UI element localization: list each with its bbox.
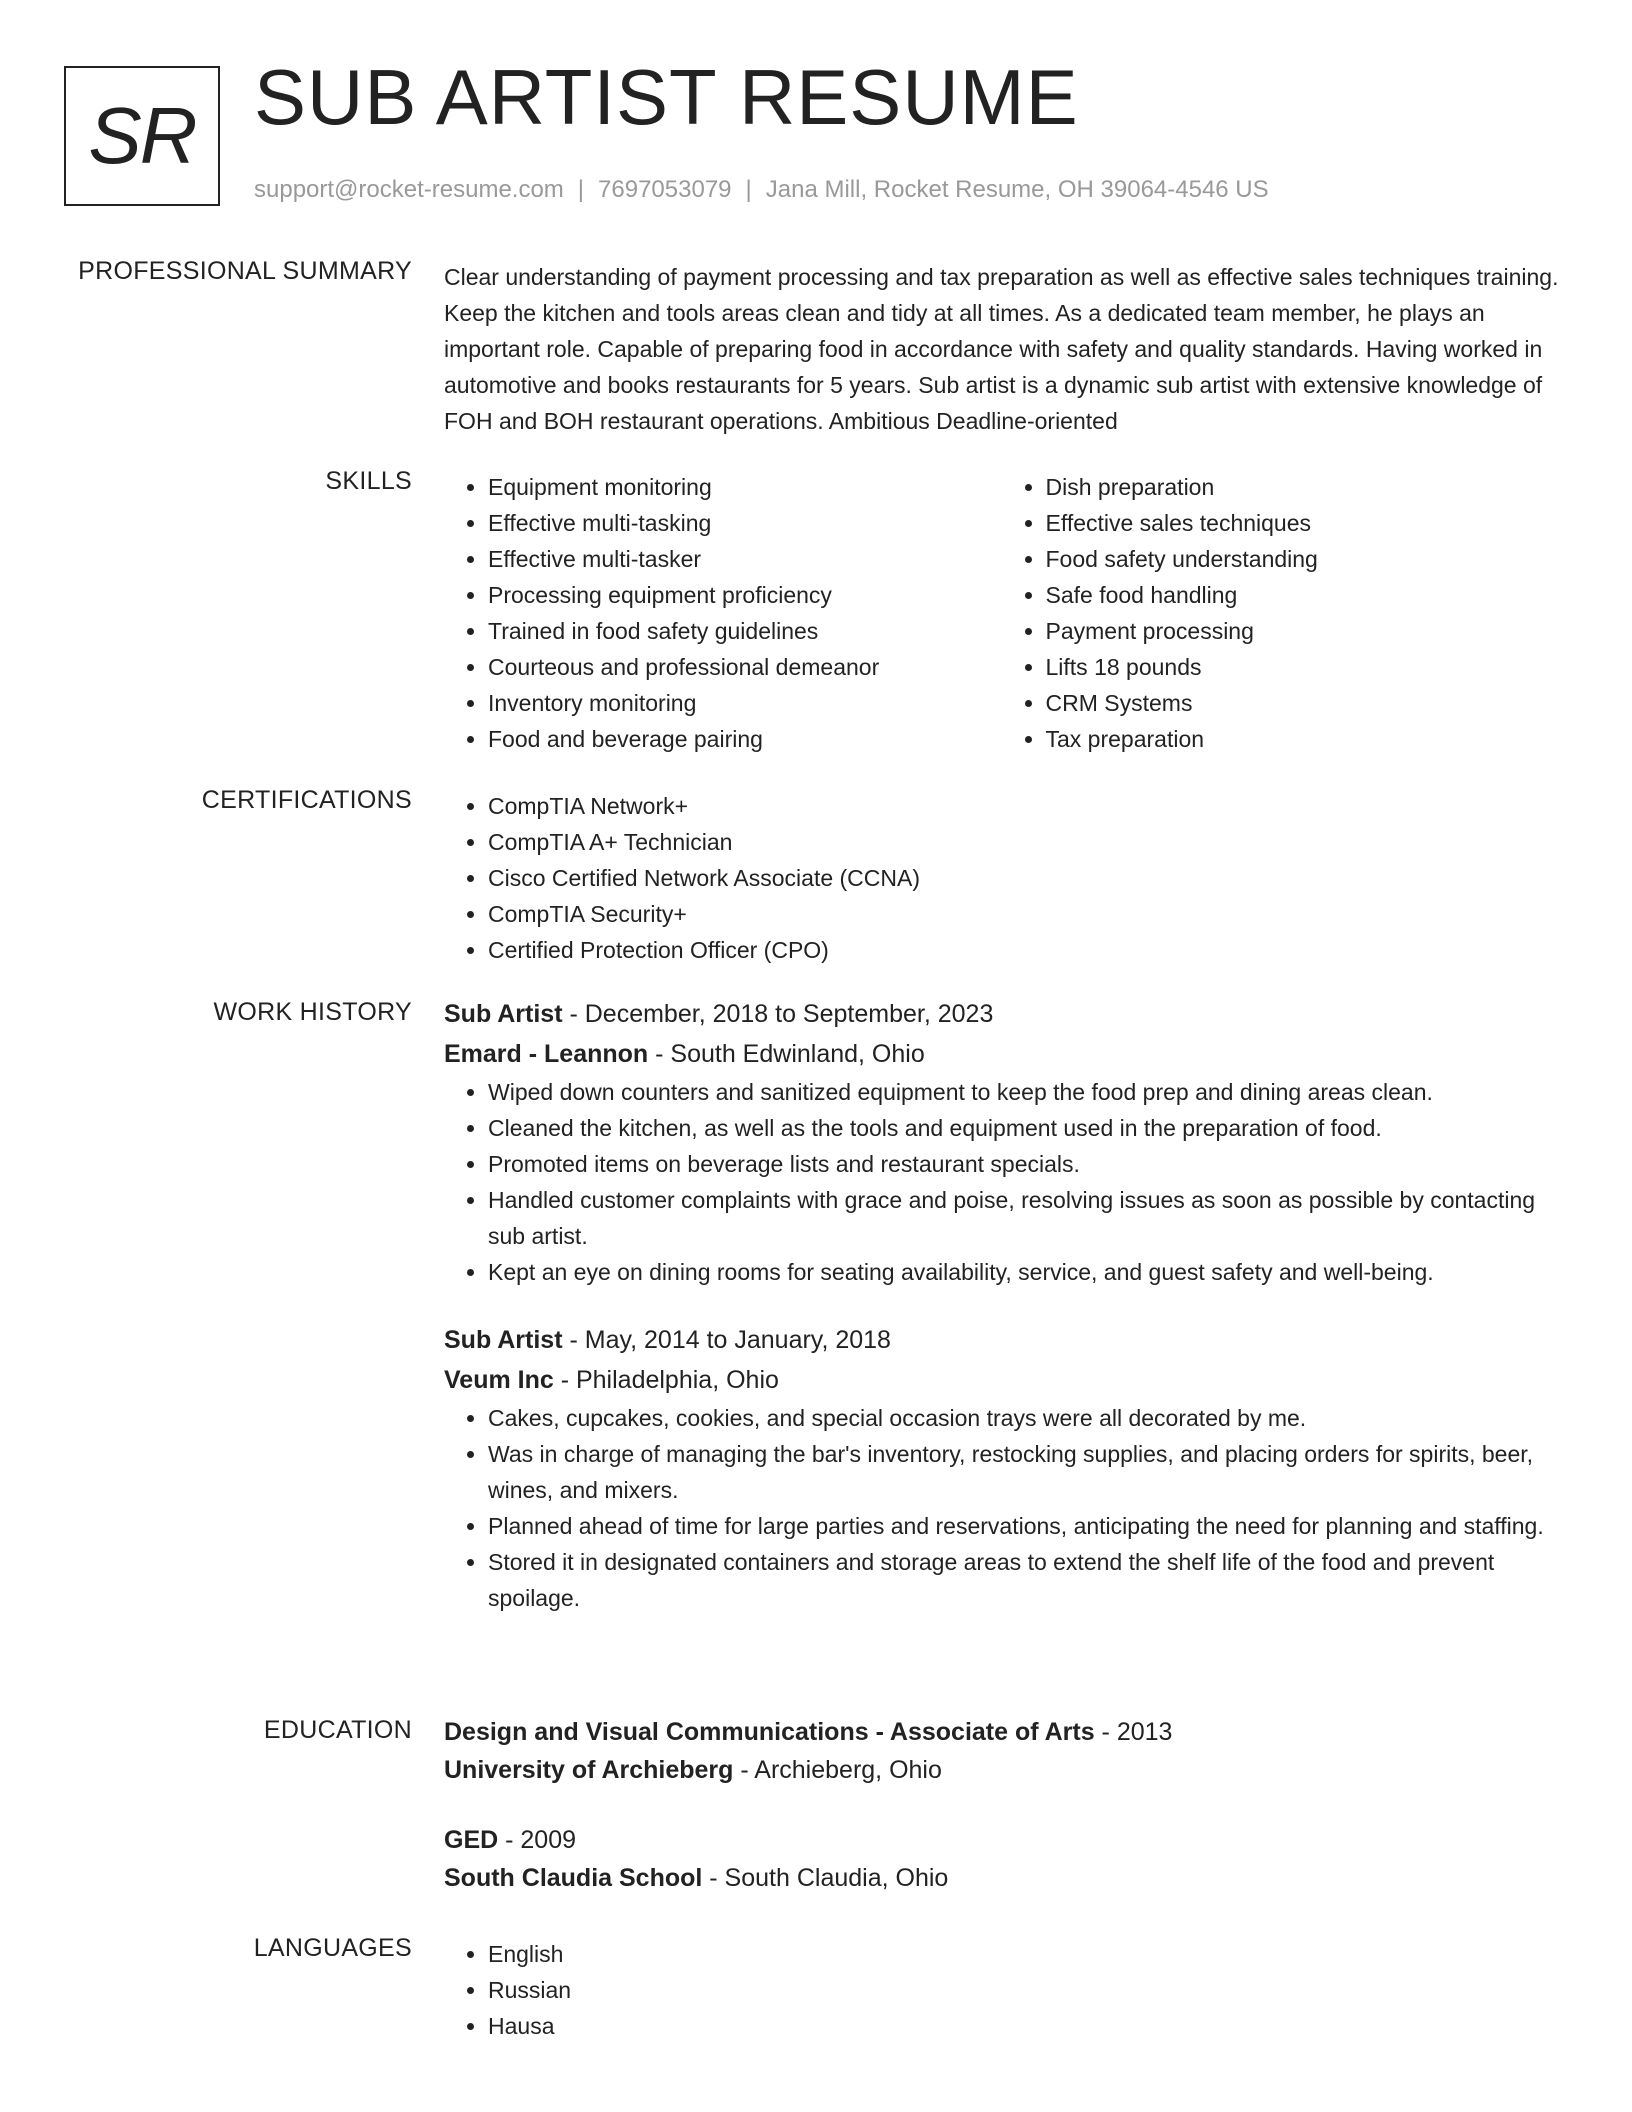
job-location: - South Edwinland, Ohio — [648, 1040, 925, 1068]
skills-list-left — [444, 469, 1002, 757]
job-bullet: • Stored it in designated containers and storage areas to extend the shelf life of the food and prevent spoilage. — [488, 1544, 1559, 1616]
job-bullet: • Was in charge of managing the bar's inventory, restocking supplies, and placing orders for spirits, beer, wines, and mixers. — [488, 1436, 1559, 1508]
contact-address: Jana Mill, Rocket Resume, OH 39064-4546 US — [765, 176, 1269, 203]
skill-item: • CRM Systems — [1046, 685, 1560, 721]
job-title: Sub Artist — [444, 1000, 563, 1028]
job-bullet: • Promoted items on beverage lists and restaurant specials. — [488, 1146, 1559, 1182]
section-label-certifications: CERTIFICATIONS — [201, 786, 412, 814]
skill-item: • Processing equipment proficiency — [488, 577, 1002, 613]
education-degree: GED — [444, 1826, 499, 1854]
skill-item: • Safe food handling — [1046, 577, 1560, 613]
job-bullet: • Handled customer complaints with grace and poise, resolving issues as soon as possible by contacting sub artist. — [488, 1182, 1559, 1254]
contact-email[interactable]: support@rocket-resume.com — [254, 176, 564, 203]
skill-item: • Dish preparation — [1046, 469, 1560, 505]
skill-item: • Effective sales techniques — [1046, 505, 1560, 541]
education-degree: Design and Visual Communications - Associate of Arts — [444, 1718, 1095, 1746]
education-location: - South Claudia, Ohio — [702, 1864, 949, 1892]
certifications-list — [444, 788, 1559, 968]
education-year: - 2009 — [498, 1826, 577, 1854]
summary-text: Clear understanding of payment processing and tax preparation as well as effective sales techniques training. Keep the kitchen and tools areas clean and tidy at all times. As a dedicated team member, he plays an important role. Capable of preparing food in accordance with safety and quality standards. Having worked in automotive and books restaurants for 5 years. Sub artist is a dynamic sub artist with extensive knowledge of FOH and BOH restaurant operations. Ambitious Deadline-oriented — [444, 264, 1559, 434]
job-bullets — [444, 1074, 1559, 1290]
job-company-line — [444, 1034, 1559, 1074]
job-entry — [444, 1320, 1559, 1616]
education-school-line — [444, 1859, 1559, 1897]
skill-item: • Effective multi-tasking — [488, 505, 1002, 541]
skill-item: • Food safety understanding — [1046, 541, 1560, 577]
contact-separator: | — [577, 176, 585, 203]
languages-list — [444, 1936, 1559, 2044]
job-title-line — [444, 994, 1559, 1034]
job-bullet: • Kept an eye on dining rooms for seating availability, service, and guest safety and well-being. — [488, 1254, 1559, 1290]
section-label-education: EDUCATION — [263, 1716, 412, 1744]
certification-item: • Cisco Certified Network Associate (CCNA) — [488, 860, 1559, 896]
skill-item: • Payment processing — [1046, 613, 1560, 649]
job-title-line — [444, 1320, 1559, 1360]
language-item: • English — [488, 1936, 1559, 1972]
language-item: • Hausa — [488, 2008, 1559, 2044]
job-bullets — [444, 1400, 1559, 1616]
contact-separator: | — [745, 176, 752, 203]
education-school: University of Archieberg — [444, 1756, 734, 1784]
job-company-line — [444, 1360, 1559, 1400]
skill-item: • Equipment monitoring — [488, 469, 1002, 505]
skill-item: • Trained in food safety guidelines — [488, 613, 1002, 649]
certification-item: • CompTIA Security+ — [488, 896, 1559, 932]
education-entry — [444, 1713, 1559, 1789]
skills-list-right — [1002, 469, 1560, 757]
job-bullet: • Cleaned the kitchen, as well as the tools and equipment used in the preparation of food. — [488, 1110, 1559, 1146]
skill-item: • Lifts 18 pounds — [1046, 649, 1560, 685]
certification-item: • CompTIA A+ Technician — [488, 824, 1559, 860]
job-bullet: • Cakes, cupcakes, cookies, and special occasion trays were all decorated by me. — [488, 1400, 1559, 1436]
education-location: - Archieberg, Ohio — [733, 1756, 942, 1784]
education-degree-line — [444, 1713, 1559, 1751]
job-dates: - May, 2014 to January, 2018 — [562, 1326, 891, 1354]
job-bullet: • Wiped down counters and sanitized equipment to keep the food prep and dining areas clean. — [488, 1074, 1559, 1110]
job-entry — [444, 994, 1559, 1290]
language-item: • Russian — [488, 1972, 1559, 2008]
certification-item: • CompTIA Network+ — [488, 788, 1559, 824]
education-entry — [444, 1821, 1559, 1897]
contact-phone[interactable]: 7697053079 — [598, 176, 732, 203]
certification-item: • Certified Protection Officer (CPO) — [488, 932, 1559, 968]
section-label-summary: PROFESSIONAL SUMMARY — [78, 257, 412, 285]
education-school: South Claudia School — [444, 1864, 703, 1892]
job-company: Veum Inc — [444, 1366, 554, 1394]
job-title: Sub Artist — [444, 1326, 563, 1354]
education-degree-line — [444, 1821, 1559, 1859]
job-company: Emard - Leannon — [444, 1040, 649, 1068]
monogram-logo: SR — [64, 66, 220, 206]
skill-item: • Tax preparation — [1046, 721, 1560, 757]
contact-line — [254, 176, 1269, 204]
job-dates: - December, 2018 to September, 2023 — [562, 1000, 994, 1028]
section-label-languages: LANGUAGES — [253, 1934, 412, 1962]
job-location: - Philadelphia, Ohio — [553, 1366, 779, 1394]
job-bullet: • Planned ahead of time for large parties and reservations, anticipating the need for planning and staffing. — [488, 1508, 1559, 1544]
education-school-line — [444, 1751, 1559, 1789]
education-year: - 2013 — [1094, 1718, 1173, 1746]
section-label-work: WORK HISTORY — [213, 998, 412, 1026]
skill-item: • Food and beverage pairing — [488, 721, 1002, 757]
skill-item: • Effective multi-tasker — [488, 541, 1002, 577]
skill-item: • Inventory monitoring — [488, 685, 1002, 721]
resume-title: SUB ARTIST RESUME — [254, 53, 1079, 141]
section-label-skills: SKILLS — [325, 467, 412, 495]
skill-item: • Courteous and professional demeanor — [488, 649, 1002, 685]
